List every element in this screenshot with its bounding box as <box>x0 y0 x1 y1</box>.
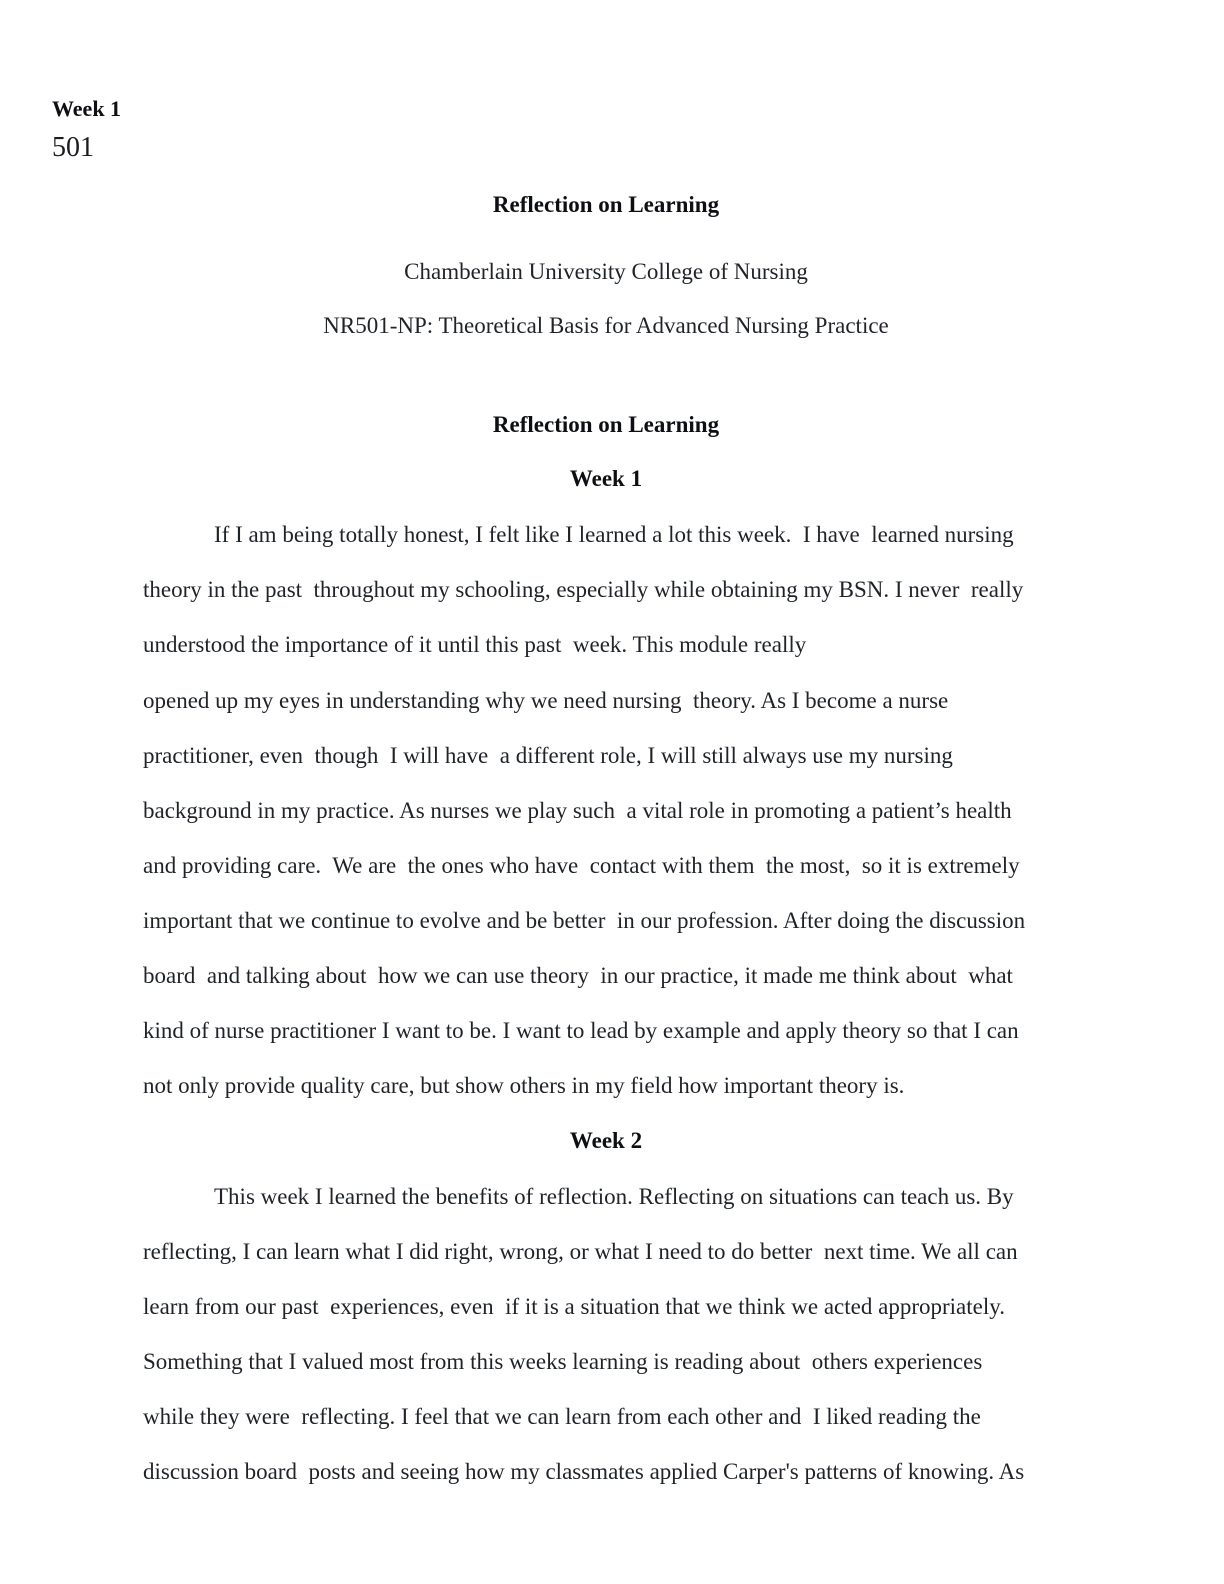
week2-line: This week I learned the benefits of reflection. Reflecting on situations can teach us. By <box>214 1184 1014 1209</box>
week1-line: understood the importance of it until this past week. This module really <box>143 632 807 657</box>
week1-heading: Week 1 <box>569 466 643 491</box>
week1-line: If I am being totally honest, I felt like I learned a lot this week. I have learned nursing <box>214 522 1014 547</box>
week1-line: practitioner, even though I will have a different role, I will still always use my nursing <box>143 743 953 768</box>
week1-line: not only provide quality care, but show others in my field how important theory is. <box>143 1073 905 1098</box>
header-course-number: 501 <box>52 132 94 163</box>
week2-line: while they were reflecting. I feel that we can learn from each other and I liked reading the <box>143 1404 981 1429</box>
header-week-label: Week 1 <box>52 96 122 121</box>
body-heading: Reflection on Learning <box>492 412 720 437</box>
week1-line: board and talking about how we can use theory in our practice, it made me think about what <box>143 963 1013 988</box>
week1-line: kind of nurse practitioner I want to be. I want to lead by example and apply theory so that I can <box>143 1018 1019 1043</box>
week1-line: theory in the past throughout my schooling, especially while obtaining my BSN. I never really <box>143 577 1024 602</box>
week2-line: discussion board posts and seeing how my classmates applied Carper's patterns of knowing. As <box>143 1459 1025 1484</box>
week1-line: important that we continue to evolve and be better in our profession. After doing the discussion <box>143 908 1026 933</box>
week2-heading: Week 2 <box>569 1128 643 1153</box>
week1-line: background in my practice. As nurses we play such a vital role in promoting a patient’s health <box>143 798 1012 823</box>
course-name: NR501-NP: Theoretical Basis for Advanced Nursing Practice <box>323 313 889 338</box>
week2-line: learn from our past experiences, even if it is a situation that we think we acted appropriately. <box>143 1294 1005 1319</box>
week2-line: reflecting, I can learn what I did right, wrong, or what I need to do better next time. We all can <box>143 1239 1018 1264</box>
institution-name: Chamberlain University College of Nursing <box>404 259 808 284</box>
week1-line: and providing care. We are the ones who have contact with them the most, so it is extremely <box>143 853 1020 878</box>
week2-line: Something that I valued most from this weeks learning is reading about others experiences <box>143 1349 983 1374</box>
week1-line: opened up my eyes in understanding why we need nursing theory. As I become a nurse <box>143 688 949 713</box>
page-title: Reflection on Learning <box>492 192 720 217</box>
